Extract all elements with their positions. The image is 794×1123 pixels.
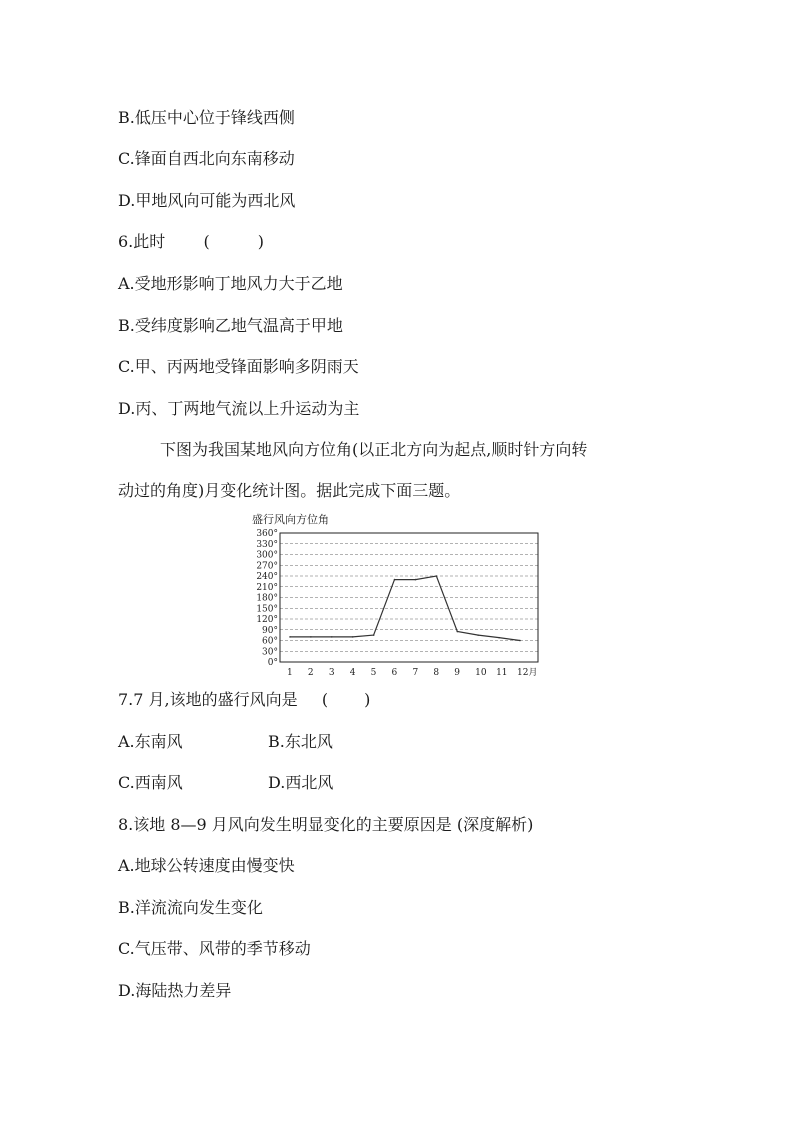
- q5-option-c: C.锋面自西北向东南移动: [118, 149, 295, 168]
- data-point: [373, 634, 375, 636]
- x-tick-label: 1: [287, 668, 293, 678]
- x-tick-label: 12月: [517, 668, 538, 678]
- x-tick-label: 6: [391, 668, 398, 678]
- q5-option-d: D.甲地风向可能为西北风: [118, 191, 296, 210]
- q5-option-b: B.低压中心位于锋线西侧: [118, 108, 295, 127]
- intro-line-2: 动过的角度)月变化统计图。据此完成下面三题。: [118, 481, 461, 500]
- x-tick-label: 3: [328, 668, 335, 678]
- y-tick-label: 300°: [256, 550, 278, 561]
- y-tick-label: 60°: [262, 636, 278, 647]
- y-tick-label: 180°: [256, 593, 278, 604]
- x-tick-label: 2: [307, 668, 314, 678]
- q7-options-row-2: [118, 773, 518, 793]
- y-tick-label: 0°: [267, 658, 278, 668]
- answer-paren-close: ): [364, 690, 371, 709]
- answer-paren-open: (: [203, 232, 210, 251]
- x-tick-label: 9: [454, 668, 461, 678]
- data-point: [289, 636, 291, 638]
- data-point: [477, 634, 479, 636]
- q6-option-c: C.甲、丙两地受锋面影响多阴雨天: [118, 357, 359, 376]
- data-point: [436, 575, 438, 577]
- q6-stem: 6.此时: [118, 232, 166, 251]
- q8-option-a: A.地球公转速度由慢变快: [118, 856, 295, 875]
- plot-frame: [280, 533, 538, 662]
- q8-option-c: C.气压带、风带的季节移动: [118, 939, 311, 958]
- data-point: [394, 579, 396, 581]
- data-point: [352, 636, 354, 638]
- x-tick-label: 5: [370, 668, 377, 678]
- wind-direction-chart: [248, 512, 558, 684]
- x-tick-label: 4: [349, 668, 356, 678]
- chart-grid: [280, 544, 538, 652]
- q7-stem: 7.7 月,该地的盛行风向是: [118, 690, 298, 709]
- q7-option-d: D.西北风: [268, 773, 334, 792]
- data-point: [498, 637, 500, 639]
- y-tick-label: 150°: [256, 604, 278, 615]
- data-point: [519, 640, 521, 642]
- q8-option-b: B.洋流流向发生变化: [118, 898, 263, 917]
- data-point: [331, 636, 333, 638]
- q7-options-row-1: [118, 732, 518, 752]
- y-tick-label: 90°: [262, 625, 278, 636]
- q6-stem-line: [118, 232, 264, 252]
- x-tick-label: 10: [475, 668, 487, 678]
- q7-option-c: C.西南风: [118, 773, 183, 792]
- y-tick-label: 240°: [256, 572, 278, 582]
- y-tick-label: 210°: [256, 582, 278, 593]
- q8-stem: 8.该地 8—9 月风向发生明显变化的主要原因是 (深度解析): [118, 815, 534, 834]
- x-tick-label: 8: [433, 668, 440, 678]
- q6-option-d: D.丙、丁两地气流以上升运动为主: [118, 399, 360, 418]
- q7-option-a: A.东南风: [118, 732, 183, 751]
- y-tick-label: 270°: [256, 561, 278, 572]
- y-tick-label: 360°: [256, 529, 278, 539]
- y-tick-label: 30°: [262, 647, 278, 658]
- y-tick-label: 330°: [256, 539, 278, 550]
- y-tick-label: 120°: [256, 615, 278, 625]
- x-tick-label: 11: [496, 668, 508, 678]
- chart-title: 盛行风向方位角: [252, 513, 329, 526]
- q7-stem-line: [118, 690, 370, 710]
- x-tick-labels: [287, 667, 537, 678]
- q7-option-b: B.东北风: [268, 732, 333, 751]
- data-point: [456, 631, 458, 633]
- q8-option-d: D.海陆热力差异: [118, 981, 232, 1000]
- data-point: [310, 636, 312, 638]
- answer-paren-open: (: [321, 690, 329, 709]
- y-tick-labels: [256, 529, 278, 668]
- x-tick-label: 7: [412, 668, 419, 678]
- intro-line-1: 下图为我国某地风向方位角(以正北方向为起点,顺时针方向转: [160, 440, 588, 459]
- q6-option-b: B.受纬度影响乙地气温高于甲地: [118, 316, 343, 335]
- answer-paren-close: ): [257, 232, 264, 251]
- data-point: [415, 579, 417, 581]
- q6-option-a: A.受地形影响丁地风力大于乙地: [118, 274, 343, 293]
